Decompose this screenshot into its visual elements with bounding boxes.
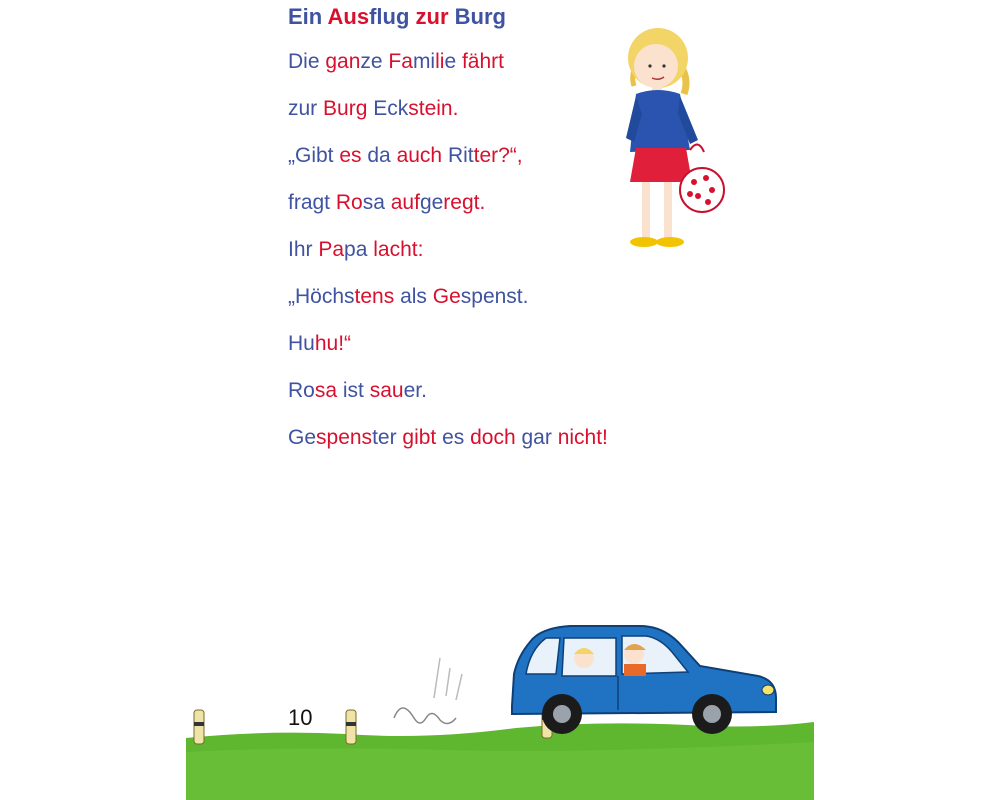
syllable-segment: als bbox=[400, 285, 433, 308]
story-line bbox=[288, 189, 485, 217]
exhaust-smoke-illustration bbox=[384, 648, 494, 738]
syllable-segment: es bbox=[442, 426, 471, 449]
syllable-segment: sa bbox=[314, 379, 343, 402]
story-line bbox=[288, 48, 504, 76]
syllable-segment: sau bbox=[369, 379, 404, 402]
syllable-segment: Die bbox=[288, 50, 326, 73]
syllable-segment: ist bbox=[342, 379, 370, 402]
syllable-segment: es bbox=[339, 144, 368, 167]
syllable-segment: zur bbox=[415, 4, 455, 29]
syllable-segment: gar bbox=[521, 426, 558, 449]
syllable-segment: er. bbox=[403, 379, 427, 402]
syllable-segment: sa bbox=[362, 191, 391, 214]
syllable-segment: fragt bbox=[288, 191, 336, 214]
syllable-segment: li bbox=[435, 50, 445, 73]
story-line bbox=[288, 236, 423, 264]
syllable-segment: pa bbox=[344, 238, 374, 261]
syllable-segment: Burg bbox=[323, 97, 374, 120]
syllable-segment: „Höchs bbox=[288, 285, 355, 308]
syllable-segment: regt. bbox=[443, 191, 486, 214]
story-line bbox=[288, 424, 608, 452]
syllable-segment: mi bbox=[412, 50, 436, 73]
syllable-segment: Hu bbox=[288, 332, 315, 355]
syllable-segment: hu!“ bbox=[314, 332, 352, 355]
syllable-segment: auch bbox=[396, 144, 448, 167]
syllable-segment: auf bbox=[390, 191, 420, 214]
story-line bbox=[288, 142, 523, 170]
syllable-segment: Ro bbox=[335, 191, 363, 214]
syllable-segment: fährt bbox=[461, 50, 504, 73]
syllable-segment: Rit bbox=[447, 144, 474, 167]
syllable-segment: lacht: bbox=[373, 238, 424, 261]
syllable-segment: ter?“, bbox=[473, 144, 523, 167]
girl-rosa-illustration bbox=[612, 22, 732, 262]
syllable-segment: ge bbox=[419, 191, 444, 214]
syllable-segment: Ge bbox=[432, 285, 461, 308]
syllable-segment: ze bbox=[360, 50, 389, 73]
syllable-segment: Ein bbox=[288, 4, 328, 29]
family-car-illustration bbox=[500, 620, 785, 740]
story-line bbox=[288, 283, 528, 311]
syllable-segment: gan bbox=[325, 50, 361, 73]
syllable-segment: nicht! bbox=[557, 426, 608, 449]
story-line bbox=[288, 95, 458, 123]
syllable-segment: da bbox=[367, 144, 397, 167]
syllable-segment: Burg bbox=[454, 4, 506, 29]
syllable-segment: gibt bbox=[402, 426, 443, 449]
syllable-segment: Ro bbox=[288, 379, 315, 402]
syllable-segment: doch bbox=[470, 426, 522, 449]
syllable-segment: Aus bbox=[327, 4, 370, 29]
page-number: 10 bbox=[288, 705, 313, 730]
story-line bbox=[288, 330, 351, 358]
story-line bbox=[288, 377, 427, 405]
syllable-segment: Ihr bbox=[288, 238, 319, 261]
syllable-segment: spenst. bbox=[460, 285, 529, 308]
syllable-segment: stein. bbox=[408, 97, 459, 120]
syllable-segment: Fa bbox=[388, 50, 413, 73]
syllable-segment: tens bbox=[354, 285, 401, 308]
syllable-segment: Ge bbox=[288, 426, 317, 449]
syllable-segment: flug bbox=[369, 4, 416, 29]
syllable-segment: Pa bbox=[318, 238, 345, 261]
story-title bbox=[288, 2, 506, 32]
syllable-segment: Eck bbox=[373, 97, 409, 120]
syllable-segment: zur bbox=[288, 97, 324, 120]
syllable-segment: spens bbox=[316, 426, 373, 449]
syllable-segment: „Gibt bbox=[288, 144, 340, 167]
syllable-segment: ter bbox=[372, 426, 403, 449]
syllable-segment: e bbox=[444, 50, 462, 73]
